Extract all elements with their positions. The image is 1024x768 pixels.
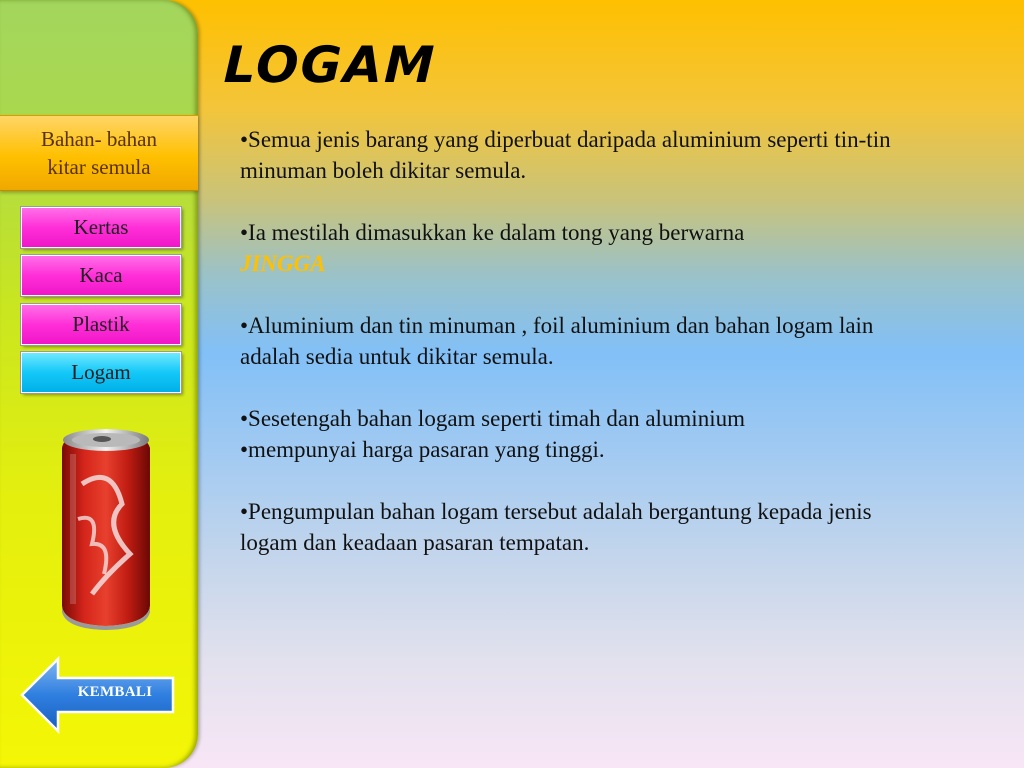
- paragraph-bin-color: [240, 217, 930, 279]
- category-label-box: [0, 115, 198, 191]
- nav-button-kertas[interactable]: Kertas: [21, 207, 181, 248]
- paragraph-market-value: [240, 403, 930, 465]
- category-label: Bahan- bahan kitar semula: [40, 127, 158, 179]
- market-value-line-2: •mempunyai harga pasaran yang tinggi.: [240, 437, 605, 462]
- nav-button-plastik[interactable]: Plastik: [21, 304, 181, 345]
- back-button-label: KEMBALI: [77, 684, 153, 700]
- back-button[interactable]: [18, 656, 178, 734]
- content-body: [240, 124, 930, 558]
- paragraph-recyclable-metals: •Aluminium dan tin minuman , foil aluminium dan bahan logam lain adalah sedia untuk dikitar semula.: [240, 313, 874, 369]
- nav-button-logam[interactable]: Logam: [21, 352, 181, 393]
- sidebar: [0, 0, 198, 768]
- paragraph-collection: •Pengumpulan bahan logam tersebut adalah bergantung kepada jenis logam dan keadaan pasaran tempatan.: [240, 499, 872, 555]
- soda-can-image: [52, 424, 160, 630]
- market-value-line-1: •Sesetengah bahan logam seperti timah dan aluminium: [240, 406, 745, 431]
- paragraph-aluminium-items: •Semua jenis barang yang diperbuat daripada aluminium seperti tin-tin minuman boleh dikitar semula.: [240, 127, 891, 183]
- nav-button-kaca[interactable]: Kaca: [21, 255, 181, 296]
- page-title: LOGAM: [222, 36, 438, 94]
- bin-color-text: •Ia mestilah dimasukkan ke dalam tong yang berwarna: [240, 220, 745, 245]
- bin-color-highlight: JINGGA: [240, 251, 326, 276]
